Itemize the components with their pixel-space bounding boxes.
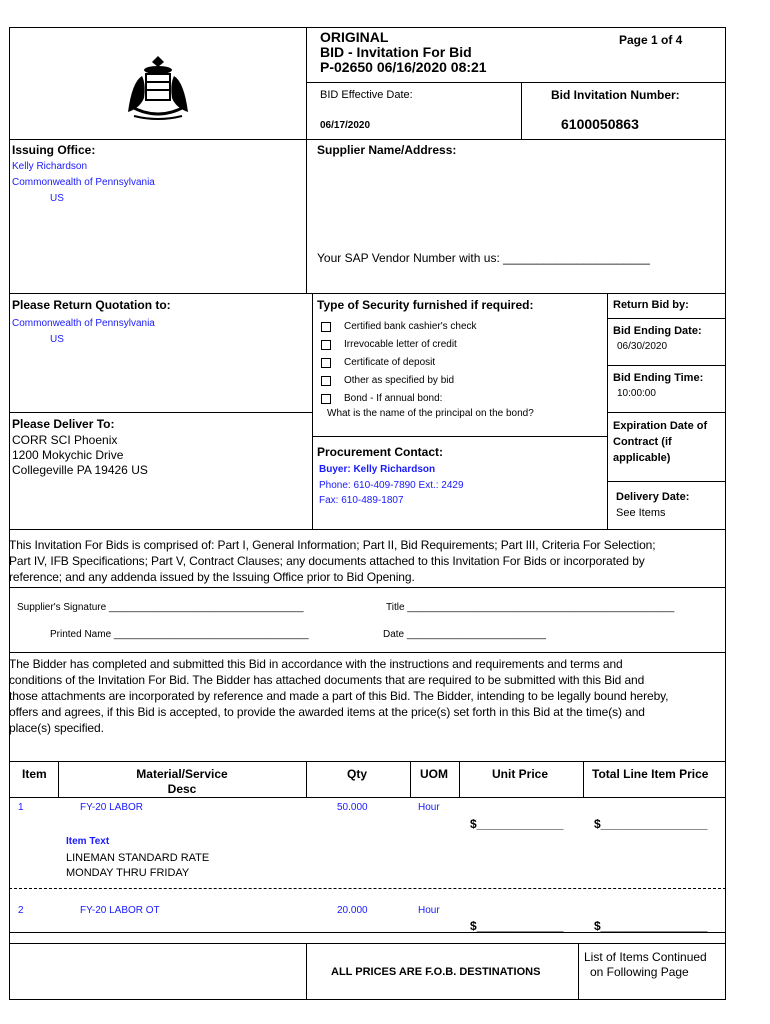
row-2-unit-price-field[interactable]: $_____________ xyxy=(470,919,564,933)
security-option: Other as specified by bid xyxy=(344,375,455,386)
row-1-item: 1 xyxy=(18,802,24,813)
row-1-item-text: MONDAY THRU FRIDAY xyxy=(66,867,190,879)
buyer-name: Buyer: Kelly Richardson xyxy=(319,464,436,475)
date-field[interactable]: Date _________________________ xyxy=(383,629,546,640)
deliver-to-line: CORR SCI Phoenix xyxy=(12,433,118,447)
col-header-unit-price: Unit Price xyxy=(492,767,549,781)
document-type: BID - Invitation For Bid xyxy=(320,44,472,60)
pennsylvania-seal-icon xyxy=(120,54,196,120)
invitation-number: 6100050863 xyxy=(561,116,639,132)
bidder-paragraph-line: conditions of the Invitation For Bid. The Bidder has attached documents that are required to be submitted with this Bid and xyxy=(9,673,645,687)
fob-note: ALL PRICES ARE F.O.B. DESTINATIONS xyxy=(331,966,541,978)
intro-paragraph-line: Part IV, IFB Specifications; Part V, Contract Clauses; any documents attached to this Invitation For Bids or incorporated by xyxy=(9,554,645,568)
row-1-item-text: LINEMAN STANDARD RATE xyxy=(66,852,210,864)
return-bid-label: Return Bid by: xyxy=(613,299,689,311)
effective-date-label: BID Effective Date: xyxy=(320,89,413,101)
row-2-item: 2 xyxy=(18,905,24,916)
bidder-paragraph-line: those attachments are incorporated by reference and made a part of this Bid. The Bidder, intending to be legally bound hereby, xyxy=(9,689,669,703)
expiration-label: Contract (if xyxy=(613,436,672,448)
security-checkbox[interactable] xyxy=(321,376,331,386)
delivery-date-label: Delivery Date: xyxy=(616,491,690,503)
buyer-phone: Phone: 610-409-7890 Ext.: 2429 xyxy=(319,479,464,491)
security-option: Bond - If annual bond: xyxy=(344,393,443,404)
col-header-total: Total Line Item Price xyxy=(592,767,709,781)
security-label: Type of Security furnished if required: xyxy=(317,298,534,312)
expiration-label: applicable) xyxy=(613,452,671,464)
vendor-number-field[interactable]: Your SAP Vendor Number with us: ______________________ xyxy=(317,251,650,265)
col-header-uom: UOM xyxy=(420,767,448,781)
bidder-paragraph-line: place(s) specified. xyxy=(9,721,104,735)
bidder-paragraph-line: The Bidder has completed and submitted this Bid in accordance with the instructions and requirements and terms and xyxy=(9,657,623,671)
col-header-item: Item xyxy=(22,767,47,781)
bid-ending-date-label: Bid Ending Date: xyxy=(613,325,702,337)
intro-paragraph-line: This Invitation For Bids is comprised of: Part I, General Information; Part II, Bid Requirements; Part III, Criteria For Selection; xyxy=(9,538,656,552)
security-option: Irrevocable letter of credit xyxy=(344,339,457,350)
intro-paragraph-line: reference; and any addenda issued by the Issuing Office prior to Bid Opening. xyxy=(9,570,415,584)
supplier-signature-field[interactable]: Supplier's Signature ___________________________________ xyxy=(17,602,304,613)
security-checkbox[interactable] xyxy=(321,322,331,332)
col-header-material: Desc xyxy=(167,782,197,796)
document-status: ORIGINAL xyxy=(320,29,389,45)
return-quotation-line: US xyxy=(50,334,64,345)
deliver-to-label: Please Deliver To: xyxy=(12,417,115,431)
row-1-item-text-label: Item Text xyxy=(66,836,110,847)
bid-ending-date: 06/30/2020 xyxy=(617,341,668,352)
row-2-qty: 20.000 xyxy=(337,905,368,916)
title-field[interactable]: Title ________________________________________________ xyxy=(386,602,675,613)
row-2-uom: Hour xyxy=(418,905,440,916)
issuing-office-label: Issuing Office: xyxy=(12,143,96,157)
printed-name-field[interactable]: Printed Name ___________________________________ xyxy=(50,629,309,640)
row-2-material: FY-20 LABOR OT xyxy=(80,905,160,916)
supplier-label: Supplier Name/Address: xyxy=(317,143,457,157)
page-number: Page 1 of 4 xyxy=(619,33,683,47)
continued-note: List of Items Continued xyxy=(584,950,707,964)
row-1-material: FY-20 LABOR xyxy=(80,802,143,813)
security-checkbox[interactable] xyxy=(321,358,331,368)
return-quotation-label: Please Return Quotation to: xyxy=(12,298,171,312)
row-1-unit-price-field[interactable]: $_____________ xyxy=(470,817,564,831)
deliver-to-line: Collegeville PA 19426 US xyxy=(12,463,148,477)
row-2-total-field[interactable]: $________________ xyxy=(594,919,708,933)
document-id: P-02650 06/16/2020 08:21 xyxy=(320,59,487,75)
issuing-office-line: Commonwealth of Pennsylvania xyxy=(12,177,155,188)
return-quotation-line: Commonwealth of Pennsylvania xyxy=(12,318,155,329)
bidder-paragraph-line: offers and agrees, if this Bid is accepted, to provide the awarded items at the price(s) set forth in this Bid at the time(s) and xyxy=(9,705,645,719)
procurement-contact-label: Procurement Contact: xyxy=(317,445,444,459)
bid-ending-time: 10:00:00 xyxy=(617,388,656,399)
invitation-number-label: Bid Invitation Number: xyxy=(551,88,680,102)
issuing-office-line: Kelly Richardson xyxy=(12,161,88,172)
security-option: Certified bank cashier's check xyxy=(344,321,477,332)
expiration-label: Expiration Date of xyxy=(613,420,708,432)
security-checkbox[interactable] xyxy=(321,340,331,350)
security-option: Certificate of deposit xyxy=(344,357,436,368)
row-1-uom: Hour xyxy=(418,802,440,813)
bond-principal-question: What is the name of the principal on the bond? xyxy=(327,408,534,419)
col-header-material: Material/Service xyxy=(136,767,228,781)
row-1-total-field[interactable]: $________________ xyxy=(594,817,708,831)
row-1-qty: 50.000 xyxy=(337,802,368,813)
delivery-date-value: See Items xyxy=(616,507,666,519)
bid-ending-time-label: Bid Ending Time: xyxy=(613,372,704,384)
issuing-office-line: US xyxy=(50,193,64,204)
security-checkbox[interactable] xyxy=(321,394,331,404)
effective-date: 06/17/2020 xyxy=(320,120,371,131)
buyer-fax: Fax: 610-489-1807 xyxy=(319,495,404,506)
deliver-to-line: 1200 Mokychic Drive xyxy=(12,448,124,462)
col-header-qty: Qty xyxy=(347,767,368,781)
continued-note: on Following Page xyxy=(590,965,689,979)
